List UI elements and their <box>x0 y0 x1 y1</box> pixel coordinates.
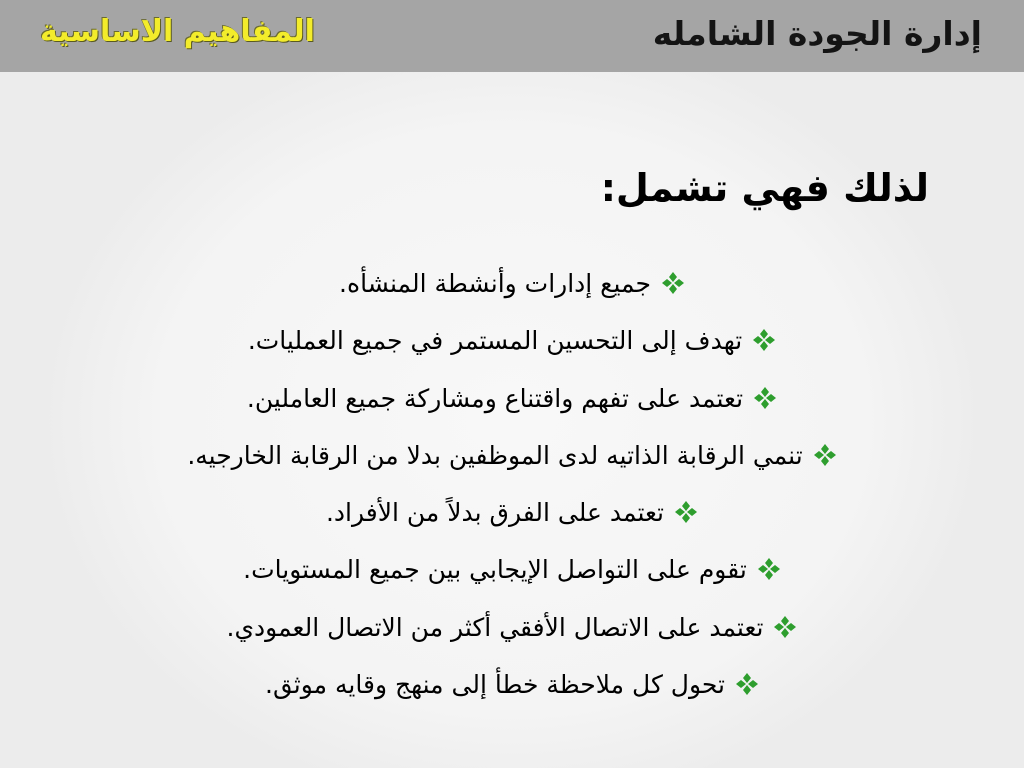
four-diamond-bullet-icon <box>674 500 698 524</box>
bullet-item <box>30 487 994 544</box>
bullet-text: تعتمد على الاتصال الأفقي أكثر من الاتصال العمودي. <box>226 612 764 642</box>
slide-subtitle: المفاهيم الاساسية <box>40 14 315 49</box>
bullet-text: تقوم على التواصل الإيجابي بين جميع المستويات. <box>243 555 747 585</box>
bullet-item <box>30 373 994 430</box>
four-diamond-bullet-icon <box>661 271 685 295</box>
header-bar <box>0 0 1024 72</box>
slide-title: إدارة الجودة الشامله <box>652 14 982 53</box>
four-diamond-bullet-icon <box>735 672 759 696</box>
bullet-item <box>30 258 994 315</box>
section-heading: لذلك فهي تشمل: <box>600 166 929 210</box>
bullet-item <box>30 430 994 487</box>
bullet-item <box>30 315 994 372</box>
bullet-text: تعتمد على تفهم واقتناع ومشاركة جميع العاملين. <box>246 383 744 413</box>
four-diamond-bullet-icon <box>757 557 781 581</box>
four-diamond-bullet-icon <box>752 328 776 352</box>
bullet-text: تحول كل ملاحظة خطأ إلى منهج وقايه موثق. <box>265 670 725 700</box>
bullet-text: تعتمد على الفرق بدلاً من الأفراد. <box>325 498 665 528</box>
bullet-text: جميع إدارات وأنشطة المنشأه. <box>339 269 651 298</box>
four-diamond-bullet-icon <box>773 615 797 639</box>
bullet-item <box>30 602 994 659</box>
four-diamond-bullet-icon <box>813 443 837 467</box>
four-diamond-bullet-icon <box>753 386 777 410</box>
bullet-text: تنمي الرقابة الذاتيه لدى الموظفين بدلا من الرقابة الخارجيه. <box>187 440 803 470</box>
bullet-text: تهدف إلى التحسين المستمر في جميع العمليات. <box>247 326 743 356</box>
bullet-list <box>30 258 994 716</box>
bullet-item <box>30 544 994 601</box>
bullet-item <box>30 659 994 716</box>
